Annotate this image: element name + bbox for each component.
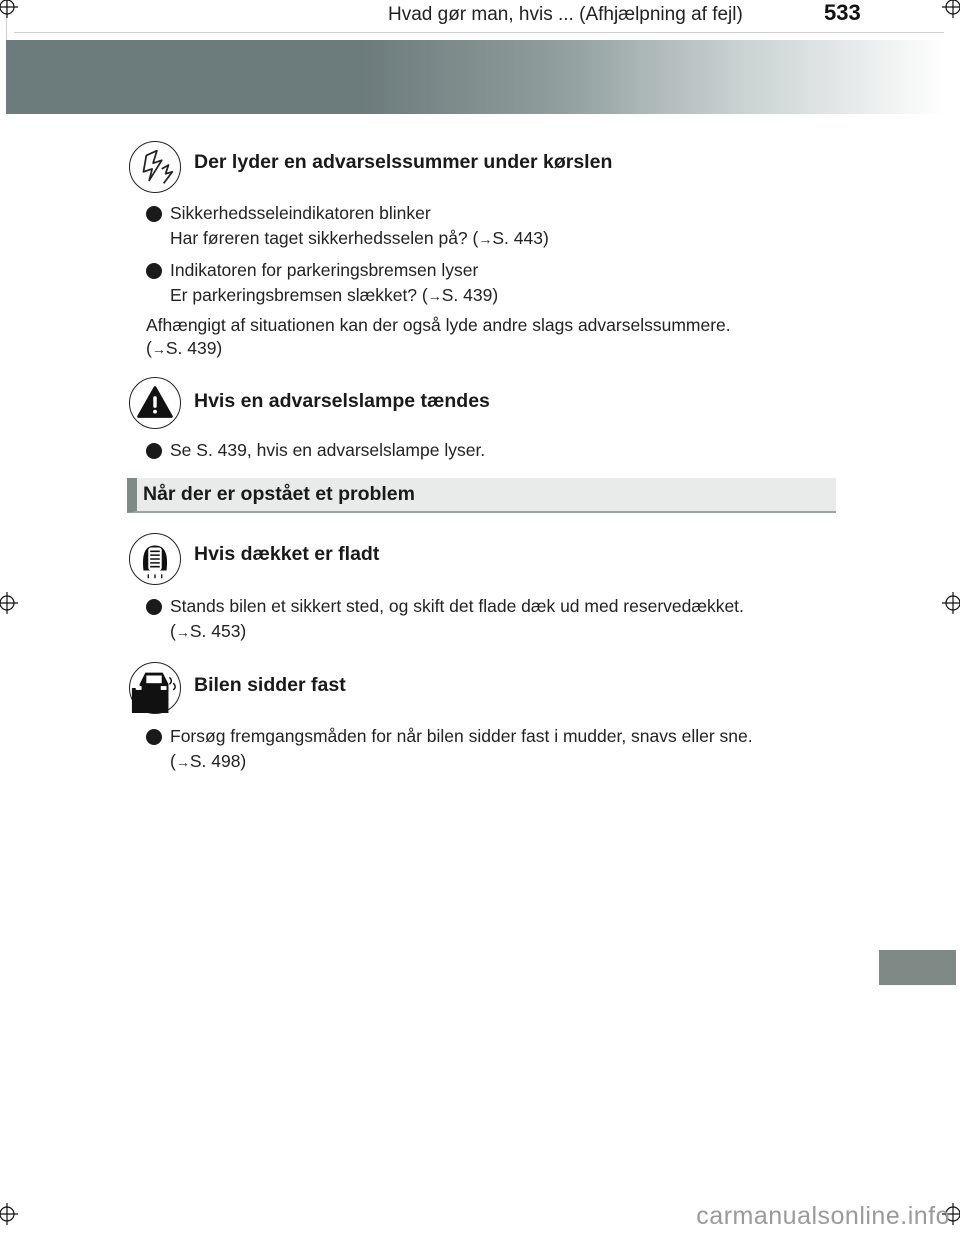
buzzer-warning-icon [129, 141, 181, 193]
watermark: carmanualsonline.info [696, 1202, 950, 1230]
page-reference: S. 439) [165, 338, 223, 358]
section-title: Når der er opstået et problem [143, 483, 415, 505]
buzzer-item2-line2 [170, 283, 498, 309]
crop-mark-icon [0, 592, 18, 614]
bullet [146, 729, 162, 745]
buzzer-note-line1: Afhængigt af situationen kan der også lyde andre slags advarselssummere. [146, 315, 731, 335]
text-segment: ( [146, 338, 152, 358]
car-stuck-icon [129, 662, 181, 714]
page-reference: S. 439) [441, 285, 499, 305]
header-banner [6, 40, 946, 114]
warning-light-item1: Se S. 439, hvis en advarselslampe lyser. [170, 440, 486, 460]
flat-tire-icon [129, 533, 181, 585]
crop-mark-icon [942, 0, 960, 18]
stuck-item1-line2 [170, 749, 246, 775]
bullet [146, 599, 162, 615]
crop-mark-icon [942, 592, 960, 614]
crop-mark-icon [0, 0, 18, 18]
page-number: 533 [824, 0, 861, 25]
arrow-right-icon: → [478, 231, 493, 247]
text-segment: ( [170, 751, 176, 771]
arrow-right-icon: → [175, 754, 190, 770]
text-segment: Er parkeringsbremsen slækket? ( [170, 285, 428, 305]
buzzer-item1-line1: Sikkerhedsseleindikatoren blinker [170, 203, 431, 223]
page-header-title: Hvad gør man, hvis ... (Afhjælpning af fejl) [388, 4, 743, 25]
buzzer-heading: Der lyder en advarselssummer under kørslen [194, 151, 613, 173]
buzzer-note-line2 [146, 336, 222, 362]
bullet [146, 443, 162, 459]
text-segment: ( [170, 621, 176, 641]
buzzer-item1-line2 [170, 226, 549, 252]
warning-triangle-icon [129, 377, 181, 429]
warning-light-heading: Hvis en advarselslampe tændes [194, 390, 490, 412]
buzzer-item2-line1: Indikatoren for parkeringsbremsen lyser [170, 260, 479, 280]
stuck-heading: Bilen sidder fast [194, 674, 346, 696]
bullet [146, 206, 162, 222]
page-reference: S. 453) [189, 621, 247, 641]
arrow-right-icon: → [151, 341, 166, 357]
flat-tire-item1-line1: Stands bilen et sikkert sted, og skift det flade dæk ud med reservedækket. [170, 596, 744, 616]
bullet [146, 263, 162, 279]
crop-mark-icon [0, 1203, 18, 1225]
text-segment: Har føreren taget sikkerhedsselen på? ( [170, 228, 479, 248]
arrow-right-icon: → [175, 624, 190, 640]
flat-tire-heading: Hvis dækket er fladt [194, 543, 380, 565]
chapter-side-tab [879, 950, 956, 985]
header-divider [14, 32, 944, 33]
stuck-item1-line1: Forsøg fremgangsmåden for når bilen sidder fast i mudder, snavs eller sne. [170, 726, 753, 746]
page-reference: S. 498) [189, 751, 247, 771]
page-reference: S. 443) [492, 228, 549, 248]
flat-tire-item1-line2 [170, 619, 246, 645]
arrow-right-icon: → [427, 288, 442, 304]
